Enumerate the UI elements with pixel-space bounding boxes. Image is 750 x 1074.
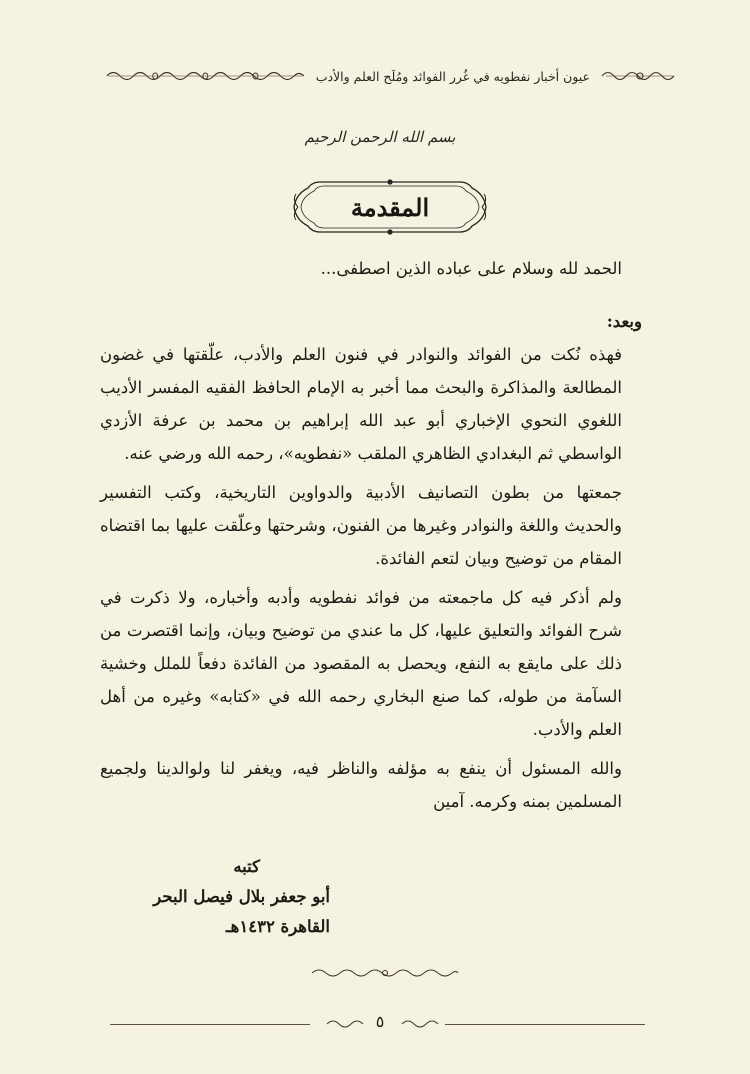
page-number: ٥	[375, 1012, 385, 1031]
signature-wrote: كتبه	[233, 857, 260, 876]
footer-ornament-right-icon	[325, 1016, 365, 1032]
section-title-frame	[290, 176, 490, 238]
header-ornament-right-icon	[600, 67, 680, 85]
footer-rule-left	[110, 1024, 310, 1025]
paragraph-3: ولم أذكر فيه كل ماجمعته من فوائد نفطويه وأدبه وأخباره، ولا ذكرت في شرح الفوائد والتعليق عليها، كل ما عندي من توضيح وبيان، وإنما اقتصرت من ذلك على مايقع به النفع، ويحصل به المقصود من الفائدة دفعاً للملل وخشية السآمة من طوله، كما صنع البخاري رحمه الله في «كتابه» وغيره من أهل العلم والأدب.	[100, 588, 622, 739]
paragraph-1: فهذه نُكت من الفوائد والنوادر في فنون العلم والأدب، علّقتها في غضون المطالعة والمذاكرة والبحث مما أخبر به الإمام الحافظ الفقيه المفسر الأديب اللغوي النحوي الإخباري أبو عبد الله إبراهيم بن محمد بن عرفة الأزدي الواسطي ثم البغدادي الظاهري الملقب «نفطويه»، رحمه الله ورضي عنه.	[100, 345, 622, 463]
closing-ornament-icon	[310, 966, 460, 980]
signature-block	[120, 852, 330, 942]
page-footer	[110, 1010, 645, 1040]
signature-place-date: القاهرة ١٤٣٢هـ	[225, 917, 330, 936]
header-title: عيون أخبار نفطويه في غُرر الفوائد ومُلَح العلم والأدب	[315, 68, 590, 84]
signature-author: أبو جعفر بلال فيصل البحر	[153, 887, 330, 906]
paragraph-4: والله المسئول أن ينفع به مؤلفه والناظر فيه، ويغفر لنا ولوالدينا ولجميع المسلمين بمنه وكرمه. آمين	[100, 759, 622, 811]
running-header	[105, 64, 680, 88]
basmala: بسم الله الرحمن الرحيم	[304, 128, 456, 146]
paragraph-2: جمعتها من بطون التصانيف الأدبية والدواوين التاريخية، وكتب التفسير والحديث واللغة والنوادر وغيرها من الفنون، وشرحتها وعلّقت عليها بما اقتضاه المقام من توضيح وبيان لتعم الفائدة.	[100, 483, 622, 568]
footer-ornament-left-icon	[400, 1016, 440, 1032]
section-title: المقدمة	[350, 192, 430, 222]
footer-rule-right	[445, 1024, 645, 1025]
main-text	[100, 250, 642, 818]
wabad-heading: وبعد:	[606, 312, 642, 331]
greeting-line: الحمد لله وسلام على عباده الذين اصطفى...	[320, 259, 622, 278]
header-ornament-left-icon	[105, 67, 306, 85]
